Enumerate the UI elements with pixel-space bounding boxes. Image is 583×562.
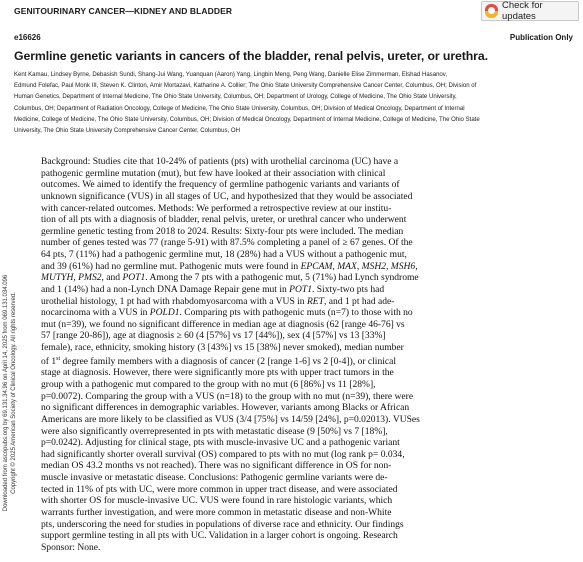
- abstract-line: unknown significance (VUS) in all stages of UC, and hypothesized that they would be associated: [41, 190, 413, 202]
- abstract-line: group with a pathogenic mut compared to the group with no mut (6 [86%] vs 11 [28%],: [41, 379, 376, 391]
- abstract-line: pts, underscoring the need for studies in populations of diverse race and ethnicity. Our findings: [41, 518, 404, 530]
- authors-affiliations: [14, 70, 570, 137]
- abstract-line: 57 [range 20-86]), age at diagnosis ≥ 60 (4 [57%] vs 17 [44%]), sex (4 [57%] vs 13 [33%]: [41, 330, 386, 342]
- abstract-body: [41, 156, 573, 553]
- journal-section-header: GENITOURINARY CANCER—KIDNEY AND BLADDER: [14, 6, 233, 16]
- author-line: Columbus, OH; Department of Radiation Oncology, College of Medicine, The Ohio State University, Columbus, OH; Division of Medical Oncology, Department of Internal: [14, 105, 465, 112]
- author-line: Medicine, College of Medicine, The Ohio State University, Columbus, OH; Division of Medical Oncology, Department of Internal Medicine, College of Medicine, The Ohio State: [14, 116, 480, 123]
- abstract-line: urothelial histology, 1 pt had with rhabdomyosarcoma with a VUS in RET, and 1 pt had ade-: [41, 295, 395, 307]
- author-line: University, The Ohio State University Comprehensive Cancer Center, Columbus, OH: [14, 128, 240, 135]
- download-copyright-sidebar: [2, 228, 35, 558]
- abstract-line: warrants further investigation, and were more common in metastatic disease and non-White: [41, 506, 392, 518]
- abstract-line: and 1 (14%) had a non-Lynch DNA Damage Repair gene mut in POT1. Sixty-two pts had: [41, 283, 385, 295]
- publication-note: Publication Only: [509, 33, 573, 42]
- abstract-line: Americans are more likely to be classified as VUS (3/4 [75%] vs 14/59 [24%], p=0.02013). VUSes: [41, 413, 420, 425]
- sidebar-line: Copyright © 2025 American Society of Clinical Oncology. All rights reserved.: [11, 292, 18, 494]
- check-for-updates-label: Check for updates: [502, 0, 543, 22]
- abstract-line: tected in 11% of pts with UC, were more common in upper tract disease, and were associated: [41, 483, 398, 495]
- abstract-line: were also significantly overrepresented in pts with metastatic disease (9 [50%] vs 7 [18%],: [41, 425, 388, 437]
- abstract-line: of 1st degree family members with a diagnosis of cancer (2 [range 1-6] vs 2 [0-4]), or clinical: [41, 355, 397, 367]
- abstract-line: support germline testing in all pts with UC. Validation in a larger cohort is ongoing. Research: [41, 530, 398, 542]
- abstract-line: with shorter OS for muscle-invasive UC. VUS were found in rare histologic variants, which: [41, 495, 393, 507]
- author-line: Edmund Folefac, Paul Monk III, Steven K. Clinton, Amir Mortazavi, Katharine A. Collier; The Ohio State University Comprehensive Cancer Center, Columbus, OH; Division of: [14, 83, 477, 90]
- abstract-line: pathogenic germline mutation (mut), but few have looked at their association with clinical: [41, 167, 386, 179]
- abstract-line: number of genes tested was 77 (range 5-91) with 87.5% completing a panel of ≥ 67 genes. Of the: [41, 237, 413, 249]
- author-line: Kent Kamau, Lindsey Byrne, Debasish Sundi, Shang-Jui Wang, Yuanquan (Aaron) Yang, Lingbin Meng, Peng Wang, Danielle Elise Zimmerman, Elshad Hasanov,: [14, 72, 448, 78]
- abstract-line: MUTYH, PMS2, and POT1. Among the 7 pts with a pathogenic mut, 5 (71%) had Lynch syndrome: [41, 272, 419, 284]
- author-line: Human Genetics, Department of Internal Medicine, The Ohio State University, Columbus, OH; Department of Urology, College of Medicine, The Ohio State University,: [14, 94, 457, 101]
- abstract-line: and 39 (61%) had no germline mut. Pathogenic muts were found in EPCAM, MAX, MSH2, MSH6,: [41, 260, 418, 272]
- abstract-line: stage at diagnosis. However, there were significantly more pts with upper tract tumors in the: [41, 367, 394, 379]
- article-title: Germline genetic variants in cancers of the bladder, renal pelvis, ureter, or urethra.: [14, 49, 488, 63]
- sidebar-line: Downloaded from ascopubs.org by 69.131.34.96 on April 14, 2025 from 069.131.034.096: [3, 274, 9, 512]
- abstract-id: e16626: [14, 33, 41, 42]
- abstract-line: muscle invasive or metastatic disease. Conclusions: Pathogenic germline variants were de-: [41, 472, 388, 484]
- abstract-line: no significant differences in demographic variables. However, variants among Blacks or African: [41, 402, 410, 414]
- abstract-line: 64 pts, 7 (11%) had a pathogenic germline mut, 18 (28%) had a VUS without a pathogenic mut,: [41, 249, 407, 260]
- abstract-line: p=0.0072). Comparing the group with a VUS (n=18) to the group with no mut (n=39), there were: [41, 390, 414, 402]
- abstract-line: median OS 43.2 months vs not reached). There was no significant difference in OS for non-: [41, 460, 392, 472]
- abstract-line: outcomes. We aimed to identify the frequency of germline pathogenic variants and variants of: [41, 179, 400, 191]
- abstract-line: Sponsor: None.: [41, 541, 101, 553]
- abstract-line: germline genetic testing from 2018 to 2024. Results: Sixty-four pts were included. The median: [41, 225, 404, 237]
- abstract-line: nocarcinoma with a VUS in POLD1. Comparing pts with pathogenic muts (n=7) to those with no: [41, 307, 413, 319]
- crossmark-icon: [485, 4, 498, 18]
- abstract-line: female), race, ethnicity, smoking history (3 [43%] vs 15 [38%] never smoked), median number: [41, 342, 404, 353]
- abstract-line: tion of all pts with a diagnosis of bladder, renal pelvis, ureter, or urethral cancer who underwent: [41, 214, 407, 226]
- abstract-line: Background: Studies cite that 10-24% of patients (pts) with urothelial carcinoma (UC) have a: [41, 156, 399, 167]
- abstract-line: had significantly shorter overall survival (OS) compared to pts with no mut (log rank p= 0.034,: [41, 448, 405, 460]
- check-for-updates-button[interactable]: [481, 1, 579, 21]
- abstract-line: with cancer-related outcomes. Methods: We performed a retrospective review at our institu-: [41, 202, 392, 214]
- abstract-line: p=0.0242). Adjusting for clinical stage, pts with muscle-invasive UC and a pathogenic variant: [41, 437, 400, 449]
- abstract-line: mut (n=39), we found no significant difference in median age at diagnosis (62 [range 46-76] vs: [41, 318, 405, 330]
